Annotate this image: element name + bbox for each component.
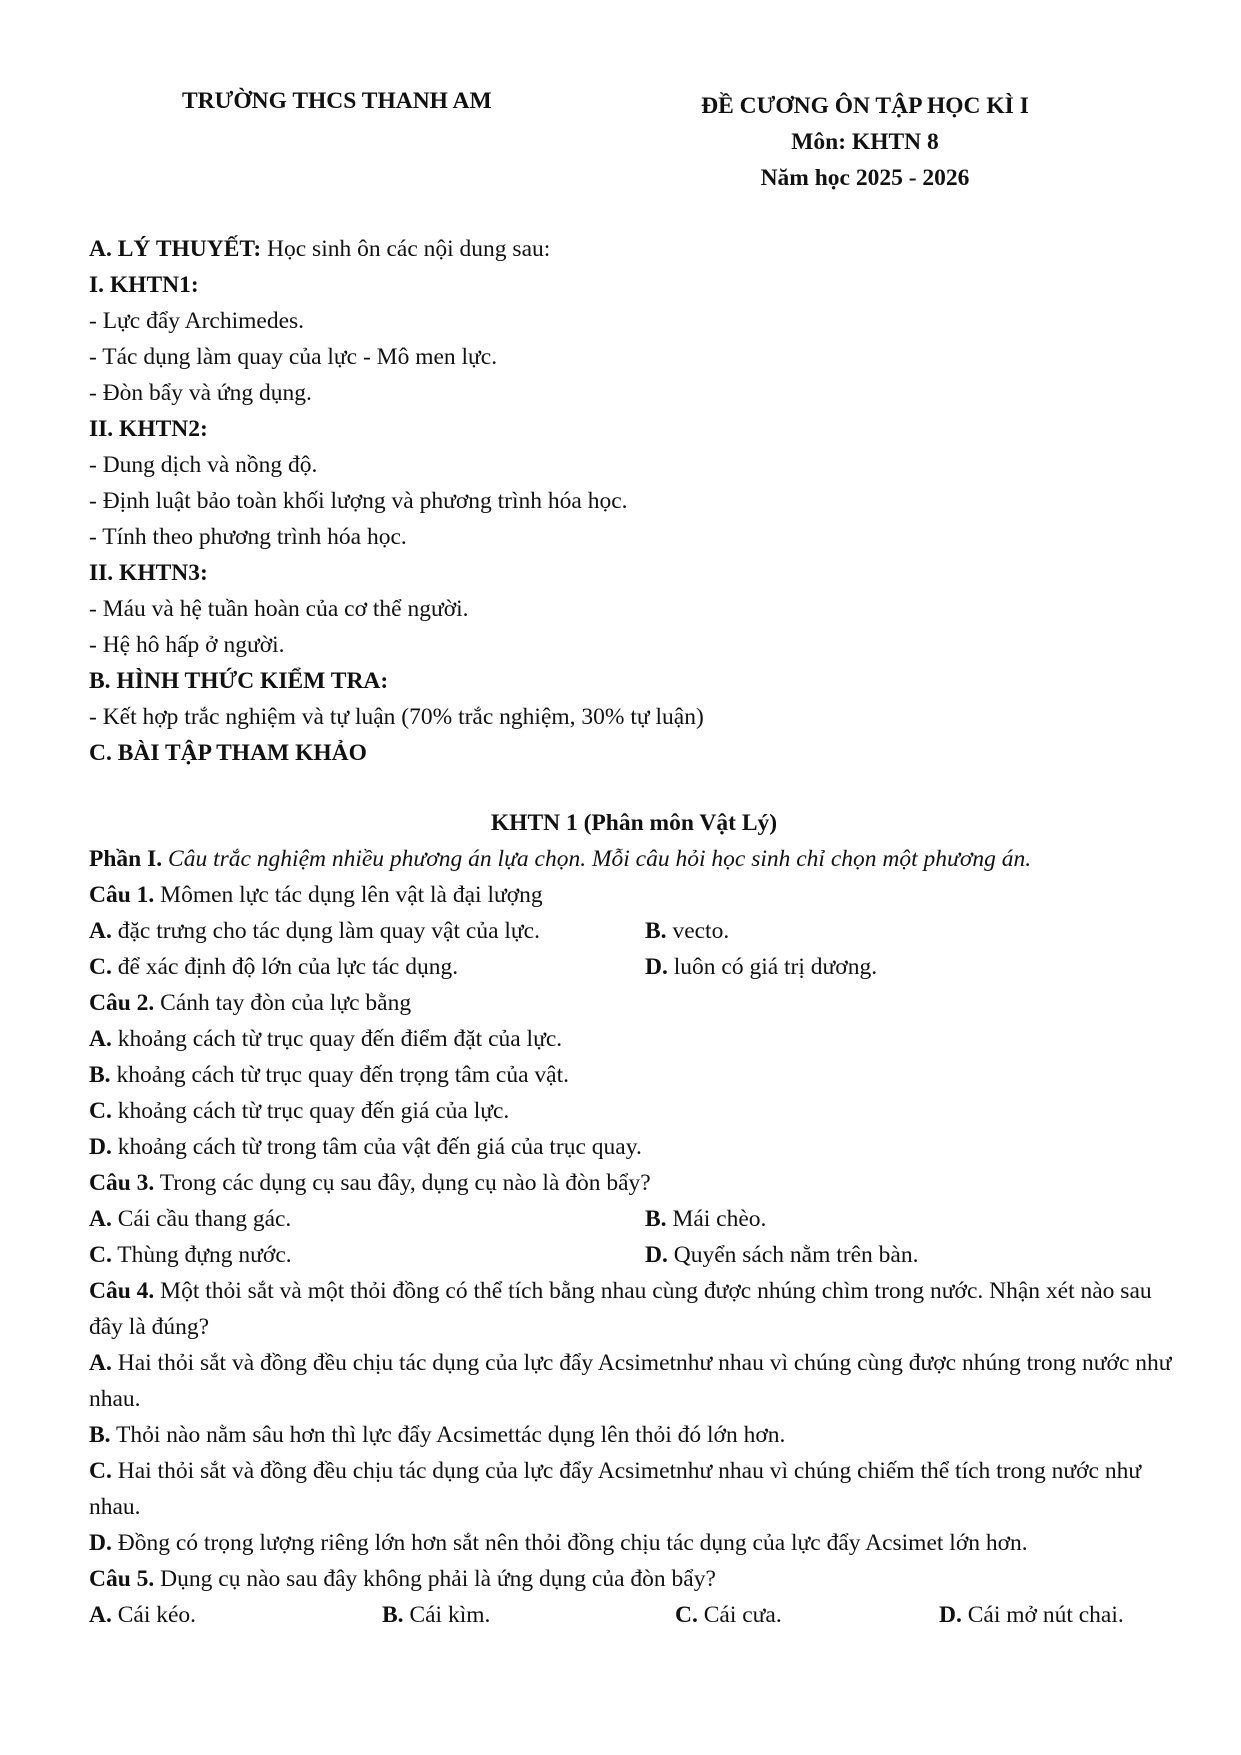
- option-text: khoảng cách từ trục quay đến giá của lực.: [111, 1098, 510, 1124]
- subject-line: Môn: KHTN 8: [791, 129, 939, 155]
- option-b: [645, 1201, 766, 1237]
- question-text: Trong các dụng cụ sau đây, dụng cụ nào là đòn bẩy?: [154, 1170, 651, 1196]
- option-text: để xác định độ lớn của lực tác dụng.: [111, 954, 459, 980]
- option-text: Cái cưa.: [697, 1602, 782, 1628]
- document-body: [89, 231, 1179, 1633]
- option-c: [89, 1237, 645, 1273]
- options-row: [89, 949, 1179, 985]
- option-text: Quyển sách nằm trên bàn.: [667, 1242, 919, 1268]
- list-item: - Dung dịch và nồng độ.: [89, 452, 318, 478]
- option-text: Đồng có trọng lượng riêng lớn hơn sắt nên thỏi đồng chịu tác dụng của lực đẩy Acsimet lớn hơn.: [111, 1530, 1028, 1556]
- exercises-heading: C. BÀI TẬP THAM KHẢO: [89, 740, 367, 766]
- list-item: - Định luật bảo toàn khối lượng và phương trình hóa học.: [89, 488, 628, 514]
- theory-heading: A. LÝ THUYẾT:: [89, 236, 262, 262]
- part-instruction: [89, 841, 1179, 877]
- option-text: khoảng cách từ trục quay đến điểm đặt của lực.: [111, 1026, 563, 1052]
- option-text: Cái mở nút chai.: [961, 1602, 1124, 1628]
- options-row: [89, 913, 1179, 949]
- option-a: [89, 1201, 645, 1237]
- theory-intro: Học sinh ôn các nội dung sau:: [261, 236, 551, 262]
- option-text: đặc trưng cho tác dụng làm quay vật của lực.: [111, 918, 540, 944]
- option-key: D.: [89, 1530, 112, 1556]
- option-b: [89, 1057, 1179, 1093]
- option-key: C.: [89, 1098, 112, 1124]
- option-c: [675, 1597, 939, 1633]
- option-key: A.: [89, 1026, 112, 1052]
- option-d: [89, 1525, 1179, 1561]
- list-item: - Lực đẩy Archimedes.: [89, 308, 305, 334]
- list-item: - Đòn bẩy và ứng dụng.: [89, 380, 312, 406]
- option-text: khoảng cách từ trục quay đến trọng tâm của vật.: [110, 1062, 569, 1088]
- option-key: B.: [382, 1602, 404, 1628]
- question-text: Cánh tay đòn của lực bằng: [154, 990, 412, 1016]
- option-key: C.: [89, 954, 112, 980]
- option-d: [645, 1237, 918, 1273]
- option-text: luôn có giá trị dương.: [667, 954, 878, 980]
- question-label: Câu 5.: [89, 1566, 155, 1592]
- spacer: [89, 771, 1179, 805]
- option-key: A.: [89, 918, 112, 944]
- school-year: Năm học 2025 - 2026: [760, 165, 970, 191]
- option-key: B.: [645, 1206, 667, 1232]
- document-title: ĐỀ CƯƠNG ÔN TẬP HỌC KÌ I: [701, 93, 1029, 119]
- question-1: [89, 877, 1179, 913]
- question-label: Câu 2.: [89, 990, 155, 1016]
- question-5: [89, 1561, 1179, 1597]
- question-label: Câu 3.: [89, 1170, 155, 1196]
- option-text: Cái kéo.: [111, 1602, 197, 1628]
- khtn1-title: I. KHTN1:: [89, 272, 199, 298]
- option-key: B.: [89, 1422, 111, 1448]
- option-key: D.: [645, 954, 668, 980]
- list-item: - Máu và hệ tuần hoàn của cơ thể người.: [89, 596, 469, 622]
- question-label: Câu 1.: [89, 882, 155, 908]
- option-text: Thỏi nào nằm sâu hơn thì lực đẩy Acsimettác dụng lên thỏi đó lớn hơn.: [110, 1422, 786, 1448]
- option-key: D.: [939, 1602, 962, 1628]
- option-key: D.: [89, 1134, 112, 1160]
- option-key: A.: [89, 1206, 112, 1232]
- option-text: Mái chèo.: [666, 1206, 767, 1232]
- option-key: C.: [89, 1458, 112, 1484]
- list-item: - Tính theo phương trình hóa học.: [89, 524, 407, 550]
- options-row: [89, 1201, 1179, 1237]
- option-d: [939, 1597, 1124, 1633]
- question-2: [89, 985, 1179, 1021]
- khtn3-title: II. KHTN3:: [89, 560, 208, 586]
- exam-form-text: - Kết hợp trắc nghiệm và tự luận (70% trắc nghiệm, 30% tự luận): [89, 704, 704, 730]
- option-b: [382, 1597, 675, 1633]
- option-key: D.: [645, 1242, 668, 1268]
- school-name: TRƯỜNG THCS THANH AM: [182, 88, 492, 114]
- question-3: [89, 1165, 1179, 1201]
- theory-heading-line: [89, 231, 1179, 267]
- part-text: Câu trắc nghiệm nhiều phương án lựa chọn. Mỗi câu hỏi học sinh chỉ chọn một phương án.: [162, 846, 1032, 872]
- list-item: - Tác dụng làm quay của lực - Mô men lực.: [89, 344, 498, 370]
- option-text: khoảng cách từ trong tâm của vật đến giá của trục quay.: [111, 1134, 642, 1160]
- option-c: [89, 949, 645, 985]
- options-row: [89, 1237, 1179, 1273]
- list-item: - Hệ hô hấp ở người.: [89, 632, 285, 658]
- option-c: [89, 1093, 1179, 1129]
- option-a: [89, 1597, 382, 1633]
- option-d: [89, 1129, 1179, 1165]
- option-text: Hai thỏi sắt và đồng đều chịu tác dụng của lực đẩy Acsimetnhư nhau vì chúng cùng được nhúng trong nước như nhau.: [89, 1350, 1172, 1412]
- option-key: C.: [89, 1242, 112, 1268]
- question-4: [89, 1273, 1179, 1345]
- section-title: KHTN 1 (Phân môn Vật Lý): [490, 810, 778, 836]
- options-row: [89, 1597, 1179, 1633]
- question-text: Một thỏi sắt và một thỏi đồng có thể tích bằng nhau cùng được nhúng chìm trong nước. Nhận xét nào sau đây là đúng?: [89, 1278, 1152, 1340]
- option-a: [89, 913, 645, 949]
- option-b: [645, 913, 729, 949]
- option-text: Hai thỏi sắt và đồng đều chịu tác dụng của lực đẩy Acsimetnhư nhau vì chúng chiếm thể tích trong nước như nhau.: [89, 1458, 1142, 1520]
- option-b: [89, 1417, 1179, 1453]
- question-label: Câu 4.: [89, 1278, 155, 1304]
- document-header: [640, 88, 1090, 196]
- option-key: C.: [675, 1602, 698, 1628]
- part-label: Phần I.: [89, 846, 163, 872]
- option-a: [89, 1021, 1179, 1057]
- option-key: A.: [89, 1602, 112, 1628]
- question-text: Dụng cụ nào sau đây không phải là ứng dụng của đòn bẩy?: [154, 1566, 716, 1592]
- exam-form-heading: B. HÌNH THỨC KIỂM TRA:: [89, 668, 389, 694]
- option-text: Thùng đựng nước.: [111, 1242, 292, 1268]
- option-key: B.: [645, 918, 667, 944]
- question-text: Mômen lực tác dụng lên vật là đại lượng: [154, 882, 543, 908]
- khtn2-title: II. KHTN2:: [89, 416, 208, 442]
- option-c: [89, 1453, 1179, 1525]
- option-key: A.: [89, 1350, 112, 1376]
- option-key: B.: [89, 1062, 111, 1088]
- option-a: [89, 1345, 1179, 1417]
- option-text: Cái cầu thang gác.: [111, 1206, 292, 1232]
- option-text: Cái kìm.: [403, 1602, 491, 1628]
- option-d: [645, 949, 877, 985]
- option-text: vecto.: [666, 918, 730, 944]
